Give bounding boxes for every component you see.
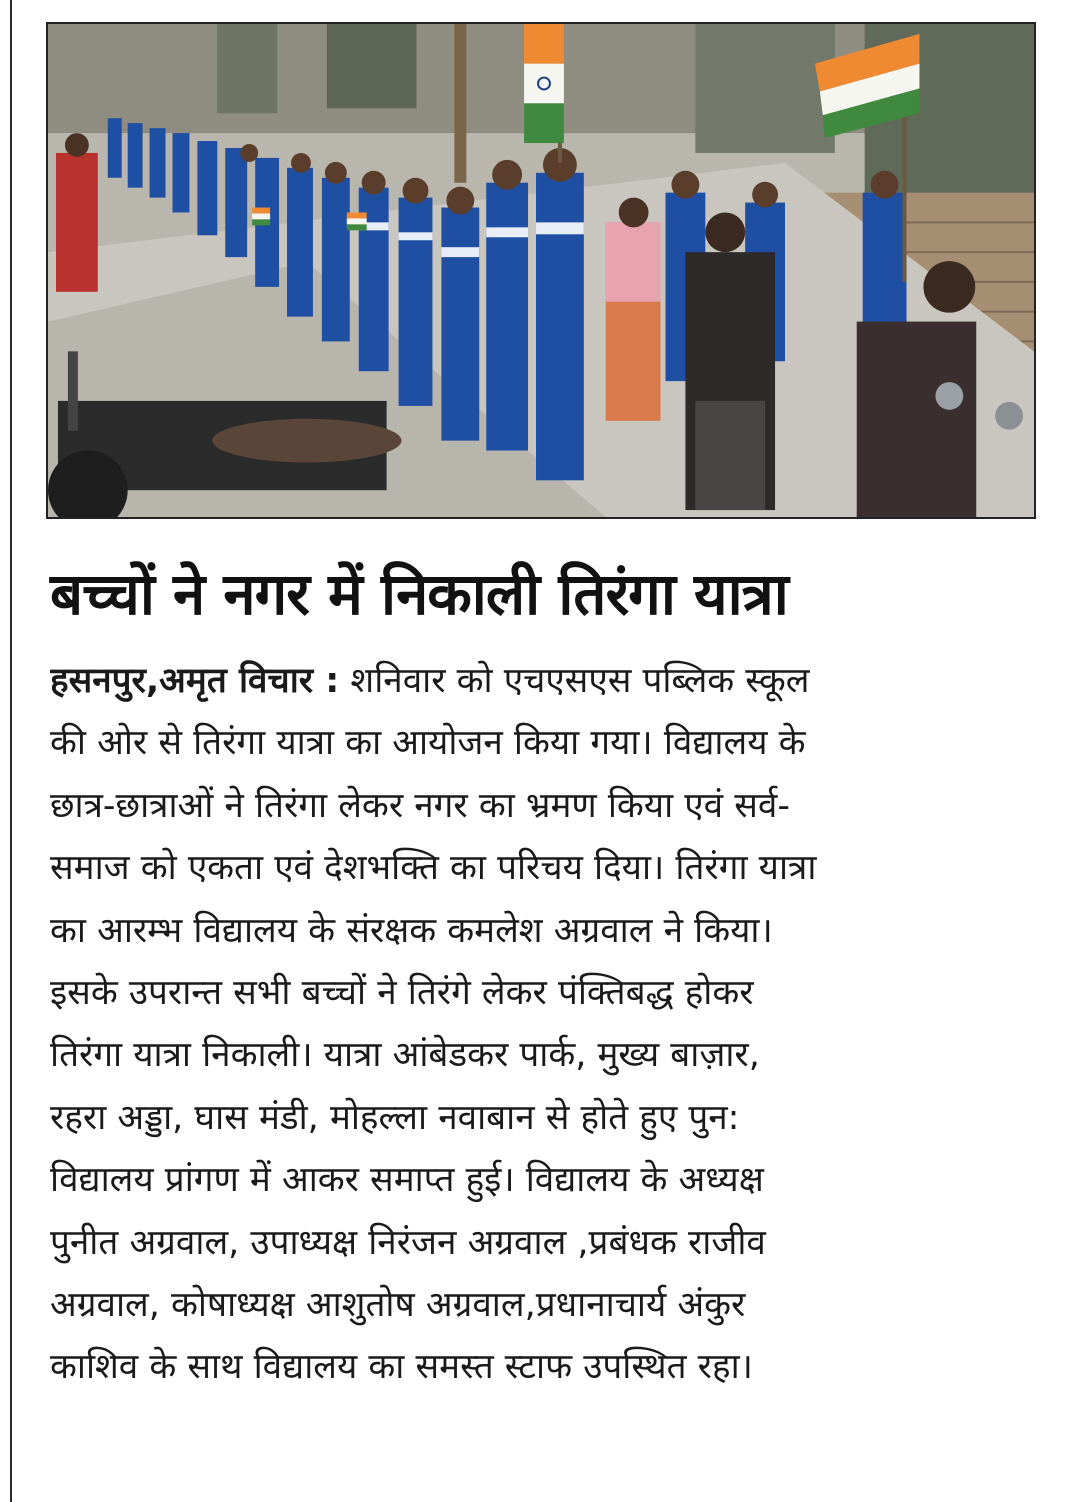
body-line-1-text: शनिवार को एचएसएस पब्लिक स्कूल (350, 661, 810, 701)
body-line-7: तिरंगा यात्रा निकाली। यात्रा आंबेडकर पार्क, मुख्य बाज़ार, (50, 1035, 760, 1076)
procession-photo-illustration (48, 24, 1034, 517)
body-line-5: का आरम्भ विद्यालय के संरक्षक कमलेश अग्रवाल ने किया। (50, 910, 773, 951)
body-line-9: विद्यालय प्रांगण में आकर समाप्त हुई। विद्यालय के अध्यक्ष (50, 1160, 764, 1201)
body-line-8: रहरा अड्डा, घास मंडी, मोहल्ला नवाबान से होते हुए पुन: (50, 1097, 740, 1138)
body-line-11: अग्रवाल, कोषाध्यक्ष आशुतोष अग्रवाल,प्रधानाचार्य अंकुर (50, 1284, 746, 1325)
news-photo (46, 22, 1036, 519)
body-line-10: पुनीत अग्रवाल, उपाध्यक्ष निरंजन अग्रवाल ,प्रबंधक राजीव (50, 1222, 766, 1263)
column-rule (10, 0, 12, 1502)
body-line-12: काशिव के साथ विद्यालय का समस्त स्टाफ उपस्थित रहा। (50, 1347, 753, 1388)
headline: बच्चों ने नगर में निकाली तिरंगा यात्रा (50, 560, 788, 628)
body-line-4: समाज को एकता एवं देशभक्ति का परिचय दिया। तिरंगा यात्रा (50, 848, 817, 889)
article-body (50, 650, 1040, 1399)
body-line-2: की ओर से तिरंगा यात्रा का आयोजन किया गया। विद्यालय के (50, 723, 806, 764)
body-line-6: इसके उपरान्त सभी बच्चों ने तिरंगे लेकर पंक्तिबद्ध होकर (50, 972, 754, 1013)
body-line-3: छात्र-छात्राओं ने तिरंगा लेकर नगर का भ्रमण किया एवं सर्व- (50, 785, 790, 826)
dateline: हसनपुर,अमृत विचार : (50, 661, 340, 701)
body-line-1 (50, 650, 1040, 712)
